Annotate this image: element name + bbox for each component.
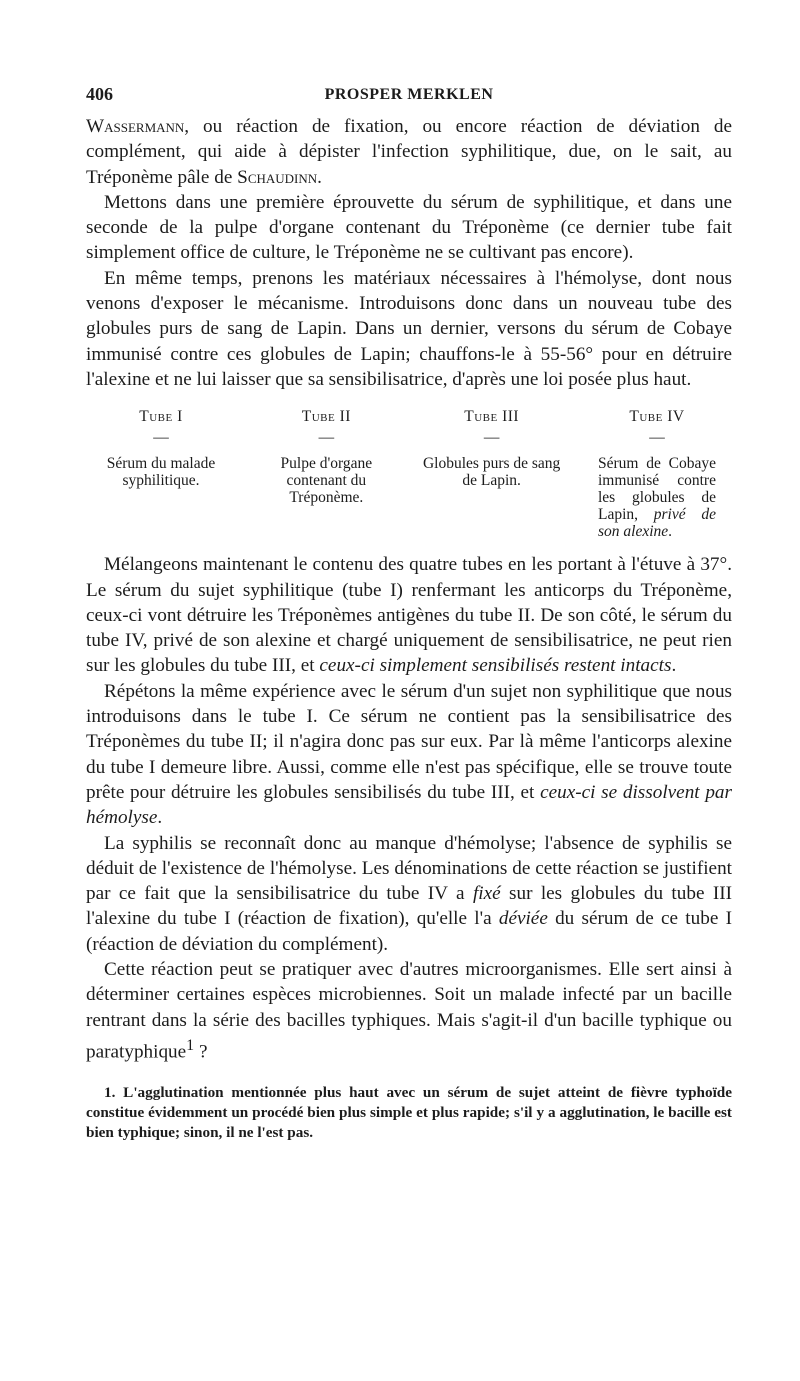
- tube-description-italic: privé de son alexine: [597, 506, 716, 541]
- tube-description: Sérum du malade syphilitique.: [106, 455, 216, 490]
- paragraph-text: Mélangeons maintenant le contenu des quatre tubes en les portant à l'étuve à 37°. Le sérum du sujet syphilitique (tube I) renfermant les anticorps du Tréponème, ceux-ci vont détruire les Tréponèmes antigènes du tube II. De son côté, le sérum du tube IV, privé de son alexine et chargé uniquement de sensibilisatrice, ne peut rien sur les globules du tube III, et: [86, 554, 732, 677]
- paragraph-text: Cette réaction peut se pratiquer avec d'autres microorganismes. Elle sert ainsi à déterminer certaines espèces microbiennes. Soit un malade infecté par un bacille rentrant dans la série des bacilles typhiques. Mais s'agit-il d'un bacille typhique ou paratyphique: [86, 959, 732, 1063]
- paragraph-text: .: [671, 655, 677, 677]
- tube-title: Tube III: [464, 408, 520, 426]
- footnote-text: L'agglutination mentionnée plus haut avec un sérum de sujet atteint de fièvre typhoïde constitue évidemment un procédé bien plus simple et plus rapide; s'il y a agglutination, le bacille est bien typhique; sinon, il ne l'est pas.: [86, 1083, 732, 1141]
- page-number: 406: [86, 84, 113, 104]
- tube-dash: —: [649, 429, 665, 447]
- italic-word: déviée: [498, 908, 548, 930]
- tube-description-text: Sérum de Cobaye immunisé contre les globules de Lapin,: [597, 455, 716, 524]
- italic-phrase: ceux-ci simplement sensibilisés restent intacts: [319, 655, 672, 677]
- paragraph-7: [86, 957, 732, 1065]
- paragraph-text: La syphilis se reconnaît donc au manque d'hémolyse; l'absence de syphilis se déduit de l'existence de l'hémolyse. Les dénominations de cette réaction se justifient par ce fait que la sensibilisatrice du tube IV a: [86, 832, 732, 905]
- tube-description-end: .: [668, 523, 673, 541]
- tube-title: Tube IV: [629, 408, 685, 426]
- paragraph-5: [86, 679, 732, 831]
- tube-description: [598, 455, 716, 540]
- tube-column: [251, 408, 401, 540]
- paragraph-text: .: [157, 807, 163, 829]
- paragraph-6: [86, 831, 732, 957]
- author-name-wassermann: Wassermann: [86, 116, 185, 137]
- tube-column: [86, 408, 236, 540]
- paragraph-1: [86, 114, 732, 190]
- tube-title: Tube II: [301, 408, 351, 426]
- italic-word: fixé: [472, 883, 501, 905]
- tube-column: [417, 408, 567, 540]
- tube-dash: —: [318, 429, 335, 447]
- paragraph-3: En même temps, prenons les matériaux nécessaires à l'hémolyse, dont nous venons d'exposer le mécanisme. Introduisons donc dans un nouveau tube des globules purs de sang de Lapin. Dans un dernier, versons du sérum de Cobaye immunisé contre ces globules de Lapin; chauffons-le à 55-56° pour en détruire l'alexine et ne lui laisser que sa sensibilisatrice, d'après une loi posée plus haut.: [86, 267, 732, 390]
- page-header: [86, 84, 732, 114]
- tube-description: Pulpe d'organe contenant du Tréponème.: [280, 455, 373, 507]
- tube-dash: —: [153, 429, 169, 447]
- italic-phrase: ceux-ci se dissolvent par hémolyse: [86, 781, 732, 829]
- paragraph-text: sur les globules du tube III l'alexine du tube I (réaction de fixation), qu'elle l'a: [86, 883, 732, 930]
- tube-title: Tube I: [139, 408, 183, 426]
- paragraph-text: Répétons la même expérience avec le sérum d'un sujet non syphilitique que nous introduisons dans le tube I. Ce sérum ne contient pas la sensibilisatrice des Tréponèmes du tube II; il n'agira donc pas sur eux. Par là même l'anticorps alexine du tube I demeure libre. Aussi, comme elle n'est pas spécifique, elle se trouve toute prête pour détruire les globules sensibilisés du tube III, et: [86, 680, 732, 803]
- tube-table: [86, 408, 732, 540]
- paragraph-4: [86, 552, 732, 678]
- paragraph-text: du sérum de ce tube I (réaction de déviation du complément).: [86, 908, 732, 955]
- tube-description: Globules purs de sang de Lapin.: [422, 455, 561, 490]
- paragraph-text: , ou réaction de fixation, ou encore réaction de déviation de complément, qui aide à dépister l'infection syphilitique, due, on le sait, au Tréponème pâle de: [86, 116, 732, 188]
- footnote-marker: 1.: [104, 1083, 116, 1101]
- paragraph-text: ?: [194, 1041, 208, 1063]
- paragraph-2: Mettons dans une première éprouvette du sérum de syphilitique, et dans une seconde de la pulpe d'organe contenant du Tréponème (ce dernier tube fait simplement office de culture, le Tréponème ne se cultivant pas encore).: [86, 191, 732, 264]
- tube-column: [582, 408, 732, 540]
- tube-dash: —: [483, 429, 500, 447]
- page-body: [86, 114, 732, 1065]
- author-name-schaudinn: Schaudinn: [237, 166, 318, 188]
- footnote-reference: 1: [186, 1036, 195, 1054]
- footnote: [86, 1083, 732, 1143]
- book-page: [86, 84, 732, 1143]
- running-head: PROSPER MERKLEN: [324, 86, 494, 103]
- paragraph-text: .: [317, 166, 322, 188]
